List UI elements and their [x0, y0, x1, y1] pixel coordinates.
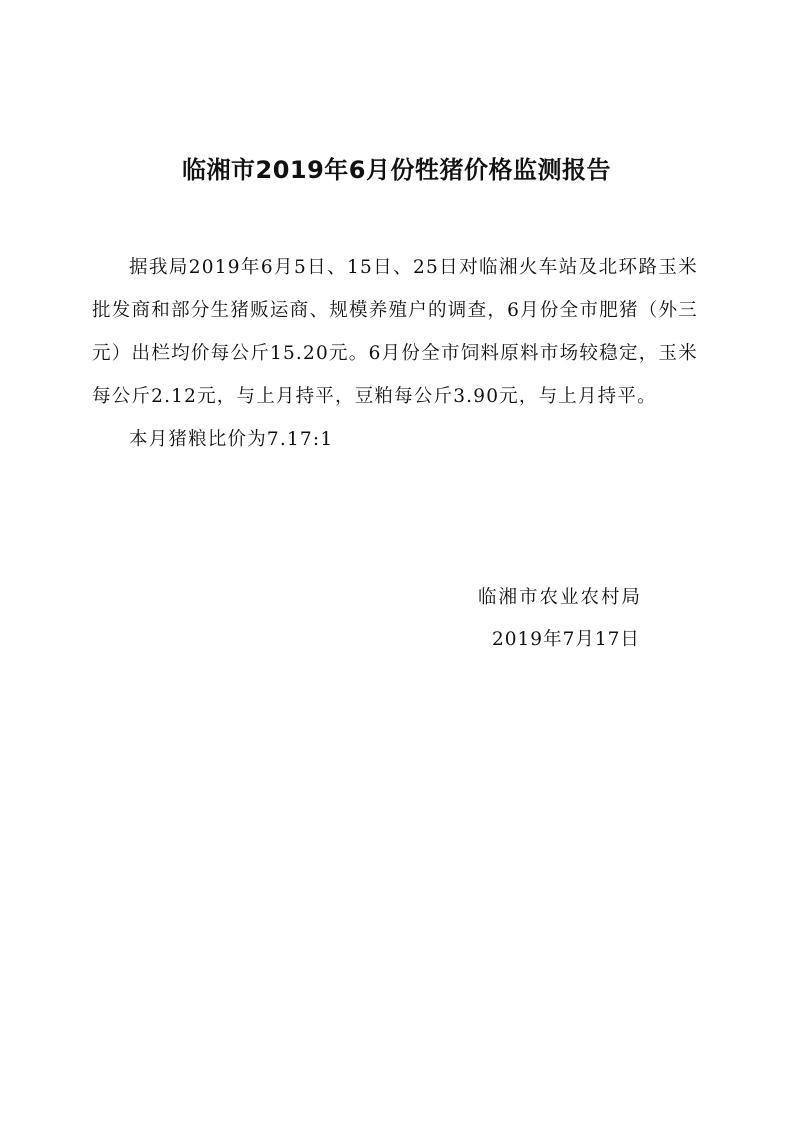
- body-paragraph-survey: 据我局2019年6月5日、15日、25日对临湘火车站及北环路玉米批发商和部分生猪贩运商、规模养殖户的调查，6月份全市肥猪（外三元）出栏均价每公斤15.20元。6月份全市饲料原料市场较稳定，玉米每公斤2.12元，与上月持平，豆粕每公斤3.90元，与上月持平。: [92, 257, 698, 407]
- signature-organization: 临湘市农业农村局: [478, 587, 643, 608]
- body-paragraph-ratio: 本月猪粮比价为7.17:1: [129, 429, 334, 450]
- signature-date: 2019年7月17日: [492, 629, 640, 650]
- report-title: 临湘市2019年6月份牲猪价格监测报告: [182, 156, 611, 184]
- report-body: [92, 246, 698, 461]
